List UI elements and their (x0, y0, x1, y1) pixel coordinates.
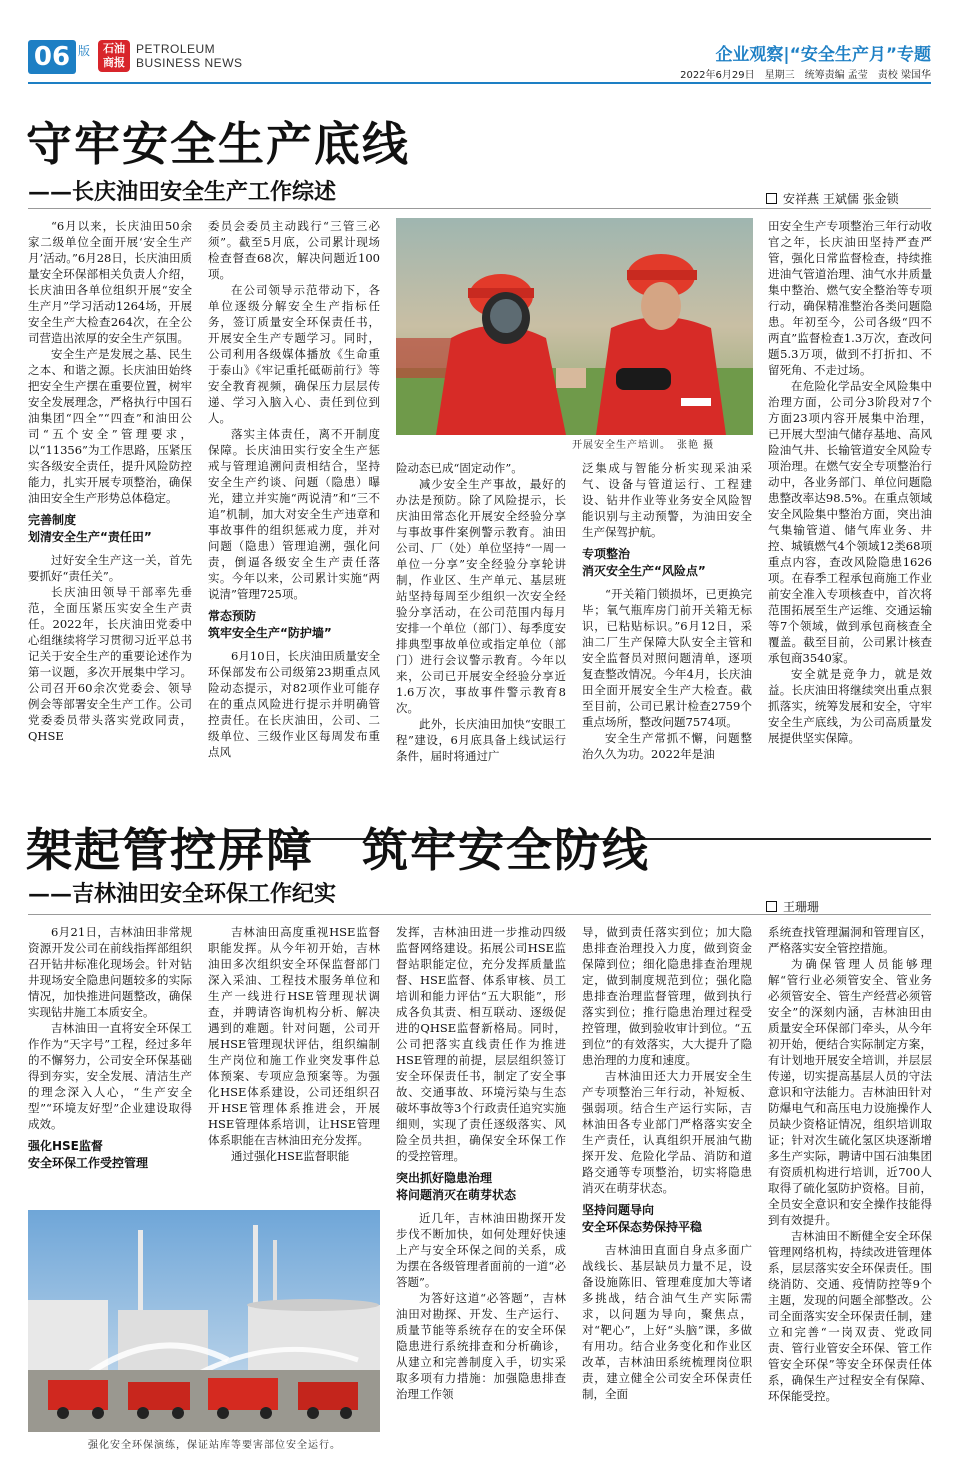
byline-box-icon (766, 901, 777, 912)
paragraph: 发挥，吉林油田进一步推动四级监督网络建设。拓展公司HSE监督站职能定位，充分发挥质量监督、HSE监督、体系审核、员工培训和能力评估“五大职能”，形成各负其责、相互联动、逐级促进的QHSE监督新格局。同时，公司把落实直线责任作为推进HSE管理的前提，层层组织签订安全环保责任书，制定了安全事故、交通事故、环境污染与生态破坏事故等3个行政责任追究实施细则，实现了责任逐级落实、风险全员共担，确保安全环保工作的受控管理。 (396, 925, 566, 1163)
article2-column-2 (208, 924, 380, 1206)
article1-subheadline: ——长庆油田安全生产工作综述 (28, 179, 337, 205)
publication-name (136, 42, 243, 70)
paragraph: 为答好这道“必答题”，吉林油田对勘探、开发、生产运行、质量节能等系统存在的安全环保隐患进行系统排查和分析确诊，从建立和完善制度入手，切实采取多项有力措施：加强隐患排查治理工作领 (396, 1291, 566, 1401)
article1-byline-text: 安祥燕 王斌儒 张金锁 (783, 192, 899, 206)
paragraph: 安全就是竞争力，就是效益。长庆油田将继续突出重点狠抓落实，统筹发展和安全，守牢安全生产底线，为公司高质量发展提供坚实保障。 (768, 667, 932, 745)
paragraph: 安全生产常抓不懈，问题整治久久为功。2022年是油 (582, 731, 752, 761)
newspaper-logo: 石油商报 (98, 40, 130, 72)
subhead-line: 消灭安全生产“风险点” (582, 564, 706, 578)
article1-byline (766, 190, 899, 207)
article2-photo-caption: 强化安全环保演练，保证站库等要害部位安全运行。 (88, 1440, 341, 1451)
paragraph: 近几年，吉林油田勘探开发步伐不断加快，如何处理好快速上产与安全环保之间的关系，成为摆在各级管理者面前的一道“必答题”。 (396, 1211, 566, 1289)
paragraph: 系统查找管理漏洞和管理盲区，严格落实安全管控措施。 (768, 925, 932, 955)
subhead-line: 坚持问题导向 (582, 1203, 655, 1217)
publication-name-line2: BUSINESS NEWS (136, 56, 243, 70)
paragraph: 减少安全生产事故，最好的办法是预防。除了风险提示，长庆油田常态化开展安全经验分享与事故事件案例警示教育。油田公司、厂（处）单位坚持“一周一单位一分享”安全经验分享轮讲制，作业区、生产单元、基层班站坚持每周至少组织一次安全经验分享活动，在公司范围内每月安排一个单位（部门）、每季度安排典型事故单位或指定单位（部门）进行会议警示教育。今年以来，公司已开展安全经验分享近1.6万次，事故事件警示教育8次。 (396, 477, 566, 715)
emergency-drill-photo (28, 1210, 380, 1432)
paragraph: 田安全生产专项整治三年行动收官之年，长庆油田坚持严查严管，强化日常监督检查，持续推进油气管道治理、油气水井质量集中整治、燃气安全整治等专项行动，确保精准整治各类问题隐患。年初至今，公司各级“四不两直”监督检查1.3万次，查改问题5.3万项，做到不打折扣、不留死角、不走过场。 (768, 219, 932, 377)
article1-photo (396, 218, 753, 435)
paragraph: “6月以来，长庆油田50余家二级单位全面开展‘安全生产月’活动。”6月28日，长庆油田质量安全环保部相关负责人介绍，长庆油田各单位组织开展“安全生产月”学习活动1264场，开展安全生产大检查264次，在全公司营造出浓厚的安全生产氛围。 (28, 219, 192, 345)
paragraph: 过好安全生产这一关，首先要抓好“责任关”。 (28, 553, 192, 583)
article1-photo-caption: 开展安全生产培训。 张艳 摄 (572, 440, 715, 451)
header-rule (28, 82, 931, 84)
paragraph: 在公司领导示范带动下，各单位逐级分解安全生产指标任务，签订质量安全环保责任书，开展安全生产专题学习。同时，公司利用各级媒体播放《生命重于泰山》《牢记重托砥砺前行》等安全教育视频，确保压力层层传递、学习入脑入心、责任到位到人。 (208, 283, 380, 425)
byline-box-icon (766, 193, 777, 204)
subhead-line: 突出抓好隐患治理 (396, 1171, 493, 1185)
paragraph: 在危险化学品安全风险集中治理方面，公司分3阶段对7个方面23项内容开展集中治理，已开展大型油气储存基地、高风险油气井、长输管道安全风险专项治理。在燃气安全专项整治行动中，各业务部门、单位问题隐患整改率达98.5%。在重点领域安全风险集中整治方面，突出油气集输管道、储气库业务、井控、城镇燃气4个领域12类68项重点内容，查改风险隐患1626项。在春季工程承包商施工作业前安全准入专项核查中，首次将范围拓展至生产运维、交通运输等7个领域，做到承包商核查全覆盖。截至目前，公司累计核查承包商3540家。 (768, 379, 932, 665)
subhead-line: 安全环保态势保持平稳 (582, 1220, 703, 1234)
article1-column-3 (396, 460, 566, 830)
section-title: 企业观察|“安全生产月”专题 (715, 45, 931, 65)
paragraph: “开关箱门锁损坏，已更换完毕；氧气瓶库房门前开关箱无标识，已粘贴标识。”6月12日，采油二厂生产保障大队安全主管和安全监督员对照问题清单，逐项复查整改情况。今年4月，长庆油田全面开展安全生产大检查。截至目前，公司已累计检查2759个重点场所，整改问题7574项。 (582, 587, 752, 729)
paragraph: 吉林油田一直将安全环保工作作为“天字号”工程，经过多年的不懈努力，公司安全环保基础得到夯实，安全发展、清洁生产的理念深入人心，“生产安全型”“环境友好型”企业建设取得成效。 (28, 1021, 192, 1131)
article1-column-4 (582, 460, 752, 830)
article1-subhead-1 (28, 512, 192, 546)
article2-rule (28, 914, 931, 915)
page-number: 06 (28, 40, 76, 74)
safety-training-photo (396, 218, 753, 435)
article2-column-5 (768, 924, 932, 1454)
paragraph: 6月10日，长庆油田质量安全环保部发布公司级第23期重点风险动态提示，对82项作业可能存在的重点风险进行提示并明确管控责任。在长庆油田，公司、二级单位、三级作业区每周发布重点风 (208, 649, 380, 759)
subhead-line: 划清安全生产“责任田” (28, 530, 152, 544)
article1-rule (28, 208, 931, 209)
paragraph: 吉林油田直面自身点多面广战线长、基层缺员力量不足，设备设施陈旧、管理难度加大等诸多挑战，结合油气生产实际需求，以问题为导向，聚焦点，对“靶心”，上好“头脑”课，多做有用功。结合业务变化和作业区改革，吉林油田系统梳理岗位职责，建立健全公司安全环保责任制，全面 (582, 1243, 752, 1401)
subhead-line: 常态预防 (208, 609, 257, 623)
publication-name-line1: PETROLEUM (136, 42, 216, 56)
paragraph: 落实主体责任，离不开制度保障。长庆油田实行安全生产惩戒与管理追溯问责相结合，坚持安全生产约谈、问题（隐患）曝光，建立并实施“两说清”和“三不追”机制，加大对安全生产违章和事故事件的组织惩戒力度，并对问题（隐患）管理追溯，强化问责，倒逼各级安全生产责任落实。今年以来，公司累计实施“两说清”管理725项。 (208, 427, 380, 601)
article2-column-3 (396, 924, 566, 1454)
article1-column-2 (208, 218, 380, 830)
article2-photo (28, 1210, 380, 1432)
paragraph: 吉林油田不断健全安全环保管理网络机构，持续改进管理体系，层层落实安全环保责任。围绕消防、交通、疫情防控等9个主题，发现的问题全部整改。公司全面落实安全环保责任制，建立和完善“一岗双责、党政同责、管行业管安全环保、管工作管安全环保”等安全环保责任体系，确保生产过程安全有保障、环保能受控。 (768, 1229, 932, 1403)
article1-headline: 守牢安全生产底线 (26, 117, 410, 171)
subhead-line: 筑牢安全生产“防护墙” (208, 626, 332, 640)
article2-subhead-3 (582, 1202, 752, 1236)
article2-byline-text: 王珊珊 (783, 900, 820, 914)
edition-label: 版 (78, 44, 91, 58)
paragraph: 吉林油田高度重视HSE监督职能发挥。从今年初开始，吉林油田多次组织安全环保监督部门深入采油、工程技术服务单位和生产一线进行HSE管理现状调查，并聘请咨询机构分析、解决遇到的难题。针对问题，公司开展HSE管理现状评估，组织编制生产岗位和施工作业突发事件总体预案、专项应急预案等。为强化HSE体系建设，公司还组织召开HSE管理体系推进会，开展HSE管理体系培训，让HSE管理体系职能在吉林油田充分发挥。 (208, 925, 380, 1147)
paragraph: 长庆油田领导干部率先垂范，全面压紧压实安全生产责任。2022年，长庆油田党委中心组继续将学习贯彻习近平总书记关于安全生产的重要论述作为第一议题，多次开展集中学习。公司召开60余次党委会、领导例会等部署安全生产工作。公司党委委员带头落实党政同责，QHSE (28, 585, 192, 743)
paragraph: 委员会委员主动践行“三管三必须”。截至5月底，公司累计现场检查督查68次，解决问题近100项。 (208, 219, 380, 281)
paragraph: 险动态已成“固定动作”。 (396, 461, 523, 475)
paragraph: 导，做到责任落实到位；加大隐患排查治理投入力度，做到资金保障到位；细化隐患排查治理规定，做到制度规范到位；强化隐患排查治理监督管理，做到执行落实到位；推行隐患治理过程受控管理，做到验收审计到位。“五到位”的有效落实，大大提升了隐患治理的力度和速度。 (582, 925, 752, 1067)
article1-column-5 (768, 218, 932, 830)
article2-byline (766, 898, 819, 915)
paragraph: 为确保管理人员能够理解“管行业必须管安全、管业务必须管安全、管生产经营必须管安全”的深刻内涵，吉林油田由质量安全环保部门牵头，从今年初开始，便结合实际制定方案，有计划地开展安全培训，并层层传递，切实提高基层人员的守法意识和守法能力。吉林油田针对防爆电气和高压电力设施操作人员缺少资格证情况，组织培训取证；针对次生硫化氢区块逐渐增多生产实际，聘请中国石油集团有资质机构进行培训，近700人取得了硫化氢防护资格。目前，全员安全意识和安全操作技能得到有效提升。 (768, 957, 932, 1227)
subhead-line: 专项整治 (582, 547, 631, 561)
paragraph: 泛集成与智能分析实现采油采气、设备与管道运行、工程建设、钻井作业等业务安全风险智能识别与主动预警，为油田安全生产保驾护航。 (582, 461, 752, 539)
subhead-line: 完善制度 (28, 513, 77, 527)
paragraph: 此外，长庆油田加快“安眼工程”建设，6月底具备上线试运行条件，届时将通过广 (396, 717, 566, 763)
article1-subhead-2 (208, 608, 380, 642)
paragraph: 吉林油田还大力开展安全生产专项整治三年行动，补短板、强弱项。结合生产运行实际，吉林油田各专业部门严格落实安全生产责任，认真组织开展油气勘探开发、危险化学品、消防和道路交通等专项整治，切实将隐患消灭在萌芽状态。 (582, 1069, 752, 1195)
article1-column-1 (28, 218, 192, 830)
article2-headline: 架起管控屏障 筑牢安全防线 (26, 823, 650, 877)
article2-subheadline: ——吉林油田安全环保工作纪实 (28, 881, 337, 907)
article2-subhead-1 (28, 1138, 192, 1172)
paragraph: 通过强化HSE监督职能 (231, 1149, 350, 1163)
paragraph: 6月21日，吉林油田非常规资源开发公司在前线指挥部组织召开钻井标准化现场会。针对钻井现场安全隐患问题较多的实际情况，加快推进问题整改，确保实现钻井施工本质安全。 (28, 925, 192, 1019)
article2-column-1 (28, 924, 192, 1204)
article2-column-4 (582, 924, 752, 1454)
article2-subhead-2 (396, 1170, 566, 1204)
article1-subhead-3 (582, 546, 752, 580)
subhead-line: 强化HSE监督 (28, 1139, 103, 1153)
date-line: 2022年6月29日 星期三 统筹责编 孟莹 责校 梁国华 (680, 70, 931, 81)
paragraph: 安全生产是发展之基、民生之本、和谐之源。长庆油田始终把安全生产摆在重要位置，树牢安全发展理念，严格执行中国石油集团“四全”“四查”和油田公司“五个安全”管理要求，以“11356”为工作思路，压紧压实各级安全责任，提升风险防控能力，扎实开展专项整治，确保油田安全生产形势总体稳定。 (28, 347, 192, 505)
subhead-line: 安全环保工作受控管理 (28, 1156, 149, 1170)
subhead-line: 将问题消灭在萌芽状态 (396, 1188, 517, 1202)
